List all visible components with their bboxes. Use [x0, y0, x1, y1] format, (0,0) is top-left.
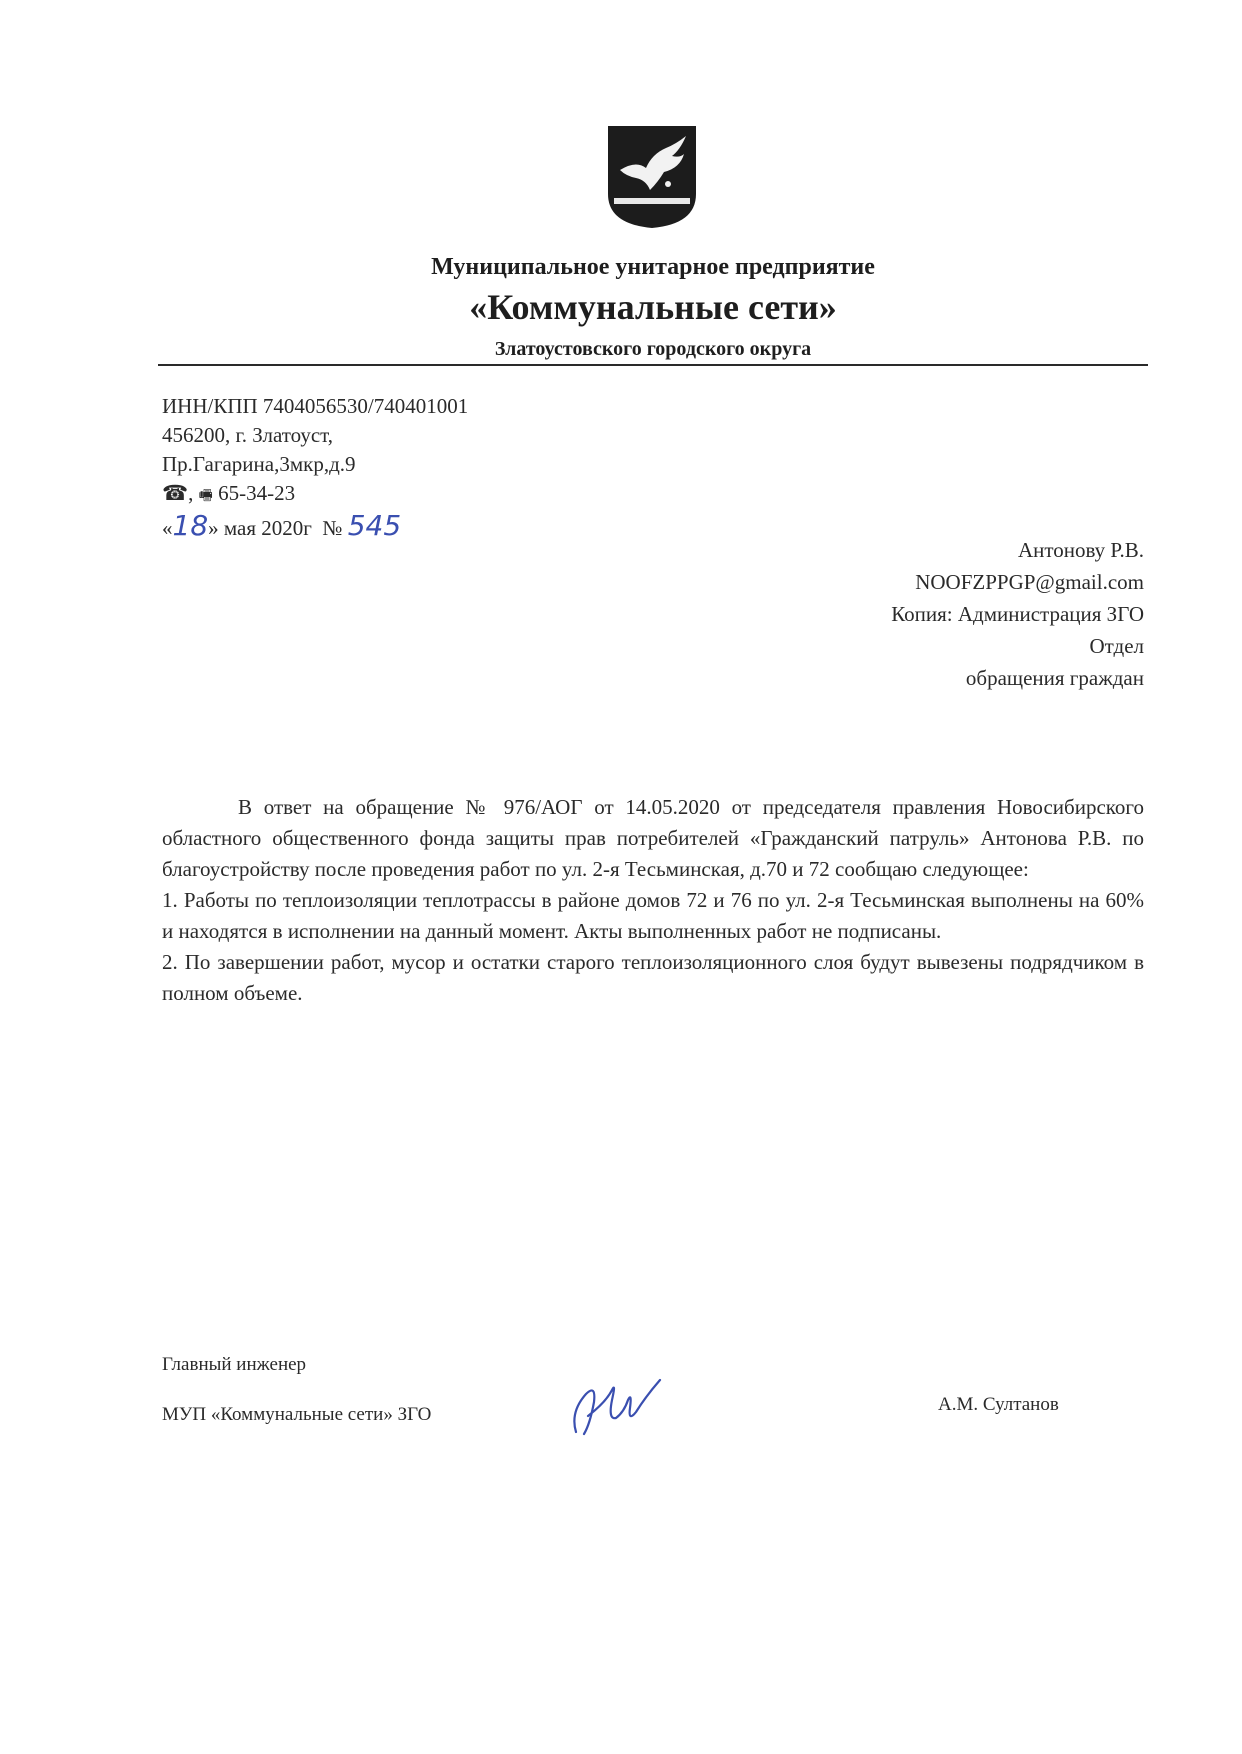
addressee-block	[891, 534, 1144, 694]
date-day-handwritten: 18	[172, 509, 209, 542]
header-divider	[158, 364, 1148, 366]
fax-icon: 🖷	[198, 488, 213, 504]
addressee-name: Антонову Р.В.	[1017, 538, 1144, 562]
phone-line: ☎, 🖷 65-34-23	[162, 481, 296, 505]
copy-line: Копия: Администрация ЗГО	[891, 602, 1144, 626]
date-month-year: » мая 2020г	[208, 516, 312, 540]
address-line-1: 456200, г. Златоуст,	[162, 423, 334, 447]
addressee-email: NOOFZPPGP@gmail.com	[915, 570, 1144, 594]
phone-number: 65-34-23	[218, 481, 296, 505]
body-paragraph: В ответ на обращение № 976/АОГ от 14.05.2020 от председателя правления Новосибирского областного общественного фонда защиты прав потребителей «Гражданский патруль» Антонова Р.В. по благоустройству после проведения работ по ул. 2-я Тесьминская, д.70 и 72 сообщаю следующее:	[162, 795, 1144, 881]
org-type: Муниципальное унитарное предприятие	[431, 254, 875, 280]
date-line	[162, 511, 468, 543]
number-label: №	[322, 516, 343, 540]
date-quote: «	[162, 516, 173, 540]
body-paragraph: 1. Работы по теплоизоляции теплотрассы в районе домов 72 и 76 по ул. 2-я Тесьминская выполнены на 60% и находятся в исполнении на данный момент. Акты выполненных работ не подписаны.	[162, 888, 1144, 943]
inn-kpp: ИНН/КПП 7404056530/740401001	[162, 394, 469, 418]
signer-name: А.М. Султанов	[938, 1394, 1059, 1415]
city-emblem-icon	[606, 124, 698, 230]
org-district: Златоустовского городского округа	[494, 338, 812, 360]
signer-org: МУП «Коммунальные сети» ЗГО	[162, 1404, 432, 1425]
number-handwritten: 545	[347, 509, 402, 542]
department-name: обращения граждан	[965, 666, 1144, 690]
letter-body	[162, 792, 1144, 1009]
signer-title: Главный инженер	[162, 1354, 307, 1375]
body-paragraph: 2. По завершении работ, мусор и остатки старого теплоизоляционного слоя будут вывезены подрядчиком в полном объеме.	[162, 950, 1144, 1005]
phone-icon: ☎	[162, 481, 189, 505]
handwritten-signature	[566, 1372, 670, 1442]
address-line-2: Пр.Гагарина,3мкр,д.9	[162, 452, 356, 476]
requisites-block	[162, 392, 468, 543]
org-name: «Коммунальные сети»	[469, 287, 837, 327]
department-line: Отдел	[1089, 634, 1144, 658]
